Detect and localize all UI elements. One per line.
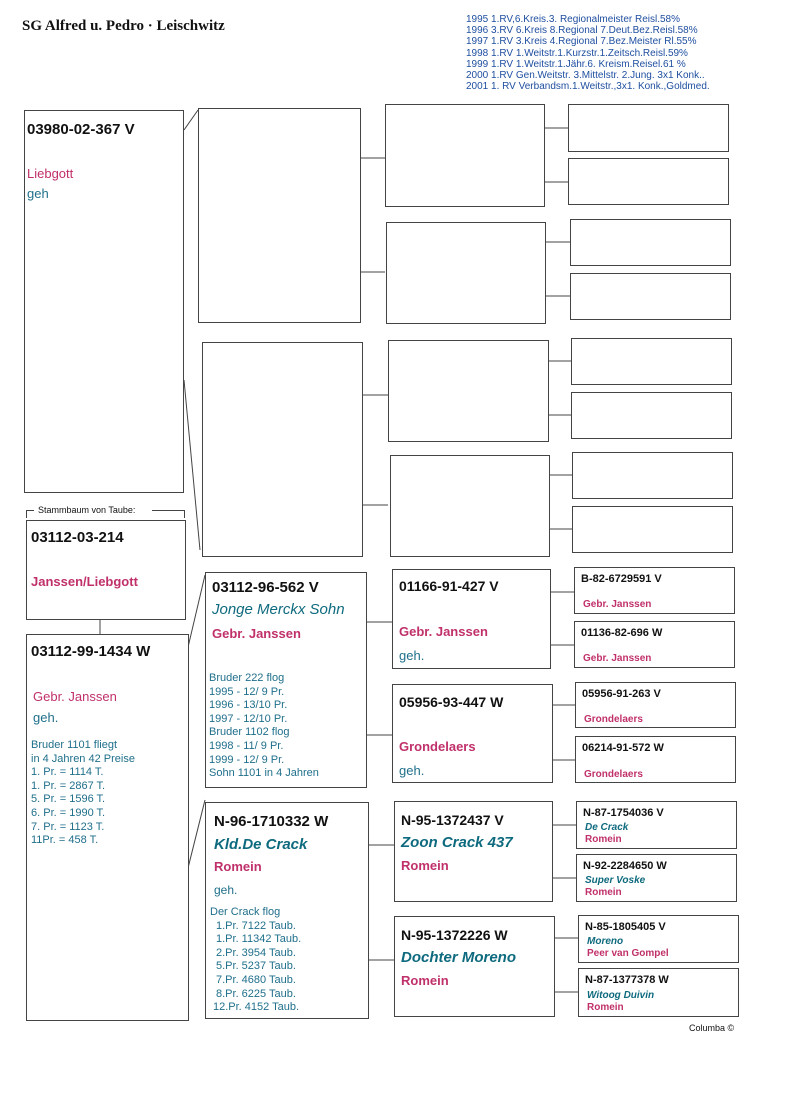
gen3-card [394,916,555,1017]
note-line: 11Pr. = 458 T. [31,834,99,847]
divider [184,510,185,518]
copyright: Columba © [689,1023,735,1033]
gen3-color: geh. [399,648,425,663]
gen3-title: Dochter Moreno [401,949,517,966]
mm-father-name: Gebr. Janssen [212,626,301,641]
gen4-card [574,621,735,668]
note-line: 1. Pr. = 1114 T. [31,766,104,779]
gen4-ring: 05956-91-263 V [582,688,661,700]
gen4-card [578,968,739,1017]
mm-father-notes [209,672,319,781]
subject-color: geh [27,186,49,201]
mm-father-card [205,572,367,788]
gen4-ring: N-87-1754036 V [583,807,664,819]
empty-gen4-box [570,273,731,320]
gen3-card [392,569,551,669]
note-line: in 4 Jahren 42 Preise [31,752,135,765]
empty-gen4-box [571,392,732,439]
gen3-name: Gebr. Janssen [399,624,488,639]
result-line: 2001 1. RV Verbandsm.1.Weitstr.,3x1. Konk.,Goldmed. [466,81,710,93]
gen3-name: Romein [401,858,449,873]
mother-ring: 03112-99-1434 W [31,643,151,660]
gen3-color: geh. [399,763,425,778]
note-line: Bruder 222 flog [209,672,285,684]
gen4-title: Witoog Duivin [587,990,655,1001]
subject-card [24,110,184,493]
gen3-name: Romein [401,973,449,988]
gen4-card [575,682,736,728]
note-line: 8.Pr. 6225 Taub. [216,987,296,1000]
mm-mother-title: Kld.De Crack [214,836,308,853]
result-line: 1996 3.RV 6.Kreis 8.Regional 7.Deut.Bez.Reisl.58% [466,25,698,37]
gen4-name: Gebr. Janssen [583,653,652,664]
note-line: 7. Pr. = 1123 T. [31,820,105,833]
gen4-ring: 06214-91-572 W [582,742,664,754]
note-line: 1.Pr. 7122 Taub. [216,919,296,932]
empty-gen3-box [386,222,546,324]
mother-color: geh. [33,710,59,725]
note-line: 1. Pr. = 2867 T. [31,779,106,792]
note-line: 12.Pr. 4152 Taub. [213,1001,300,1014]
note-line: 7.Pr. 4680 Taub. [216,973,296,986]
mm-father-ring: 03112-96-562 V [212,579,319,596]
gen4-card [578,915,739,963]
empty-gen3-box [388,340,549,442]
mother-name: Gebr. Janssen [33,689,117,704]
note-line: 1996 - 13/10 Pr. [209,699,288,712]
gen3-ring: 05956-93-447 W [399,694,504,710]
empty-grandparent-box [202,342,363,557]
gen3-card [392,684,553,783]
note-line: 2.Pr. 3954 Taub. [216,946,296,959]
gen4-title: Moreno [587,936,624,947]
note-line: Der Crack flog [210,906,281,918]
gen4-title: De Crack [585,822,629,833]
note-line: 1.Pr. 11342 Taub. [216,933,302,946]
result-line: 1997 1.RV 3.Kreis 4.Regional 7.Bez.Meister Rl.55% [466,36,697,48]
empty-gen4-box [572,452,733,499]
divider [26,510,27,518]
gen3-ring: N-95-1372437 V [401,812,504,828]
note-line: 5.Pr. 5237 Taub. [216,960,296,973]
gen4-ring: N-92-2284650 W [583,860,667,872]
divider [152,510,184,511]
empty-gen3-box [385,104,545,207]
gen4-card [574,567,735,614]
mother-notes [31,739,135,848]
note-line: 1999 - 12/ 9 Pr. [209,753,285,766]
note-line: 5. Pr. = 1596 T. [31,793,106,806]
gen4-name: Romein [587,1002,624,1013]
father-name: Janssen/Liebgott [31,574,138,589]
note-line: Sohn 1101 in 4 Jahren [209,767,319,780]
mm-mother-color: geh. [214,883,238,897]
note-line: 6. Pr. = 1990 T. [31,806,106,819]
note-line: 1997 - 12/10 Pr. [209,712,288,725]
owner-title: SG Alfred u. Pedro · Leischwitz [22,18,225,34]
father-card [26,520,186,620]
result-line: 1998 1.RV 1.Weitstr.1.Kurzstr.1.Zeitsch.Reisl.59% [466,47,688,59]
note-line: 1998 - 11/ 9 Pr. [209,739,284,752]
gen4-name: Peer van Gompel [587,948,669,959]
empty-gen4-box [572,506,733,553]
empty-gen3-box [390,455,550,557]
mm-mother-notes [210,906,301,1015]
gen3-title: Zoon Crack 437 [401,834,513,851]
gen3-name: Grondelaers [399,739,476,754]
mm-mother-name: Romein [214,859,262,874]
empty-gen4-box [570,219,731,266]
gen4-name: Grondelaers [584,714,643,725]
mother-card [26,634,189,1021]
mm-mother-card [205,802,369,1019]
gen4-name: Romein [585,887,622,898]
mm-father-title: Jonge Merckx Sohn [212,601,345,618]
subject-name: Liebgott [27,166,74,181]
gen4-name: Romein [585,834,622,845]
result-line: 2000 1.RV Gen.Weitstr. 3.Mittelstr. 2.Jung. 3x1 Konk.. [466,70,705,82]
gen3-card [394,801,553,902]
empty-gen4-box [568,158,729,205]
note-line: 1995 - 12/ 9 Pr. [209,685,285,698]
gen4-ring: N-87-1377378 W [585,974,669,986]
divider [26,510,34,511]
gen4-ring: N-85-1805405 V [585,921,666,933]
note-line: Bruder 1102 flog [209,726,290,739]
subject-ring: 03980-02-367 V [27,121,135,138]
gen4-card [576,801,737,849]
gen3-ring: N-95-1372226 W [401,927,508,943]
gen4-title: Super Voske [585,875,646,886]
result-line: 1995 1.RV,6.Kreis.3. Regionalmeister Reisl.58% [466,14,681,25]
note-line: Bruder 1101 fliegt [31,739,118,751]
gen4-ring: 01136-82-696 W [581,627,663,639]
empty-grandparent-box [198,108,361,323]
gen4-name: Gebr. Janssen [583,599,652,610]
gen4-ring: B-82-6729591 V [581,573,662,585]
stammbaum-label: Stammbaum von Taube: [38,505,136,515]
result-line: 1999 1.RV 1.Weitstr.1.Jähr.6. Kreism.Reisel.61 % [466,58,686,70]
mm-mother-ring: N-96-1710332 W [214,813,329,830]
empty-gen4-box [571,338,732,385]
gen3-ring: 01166-91-427 V [399,578,499,594]
gen4-card [575,736,736,783]
gen4-name: Grondelaers [584,769,643,780]
gen4-card [576,854,737,902]
empty-gen4-box [568,104,729,152]
father-ring: 03112-03-214 [31,529,124,546]
